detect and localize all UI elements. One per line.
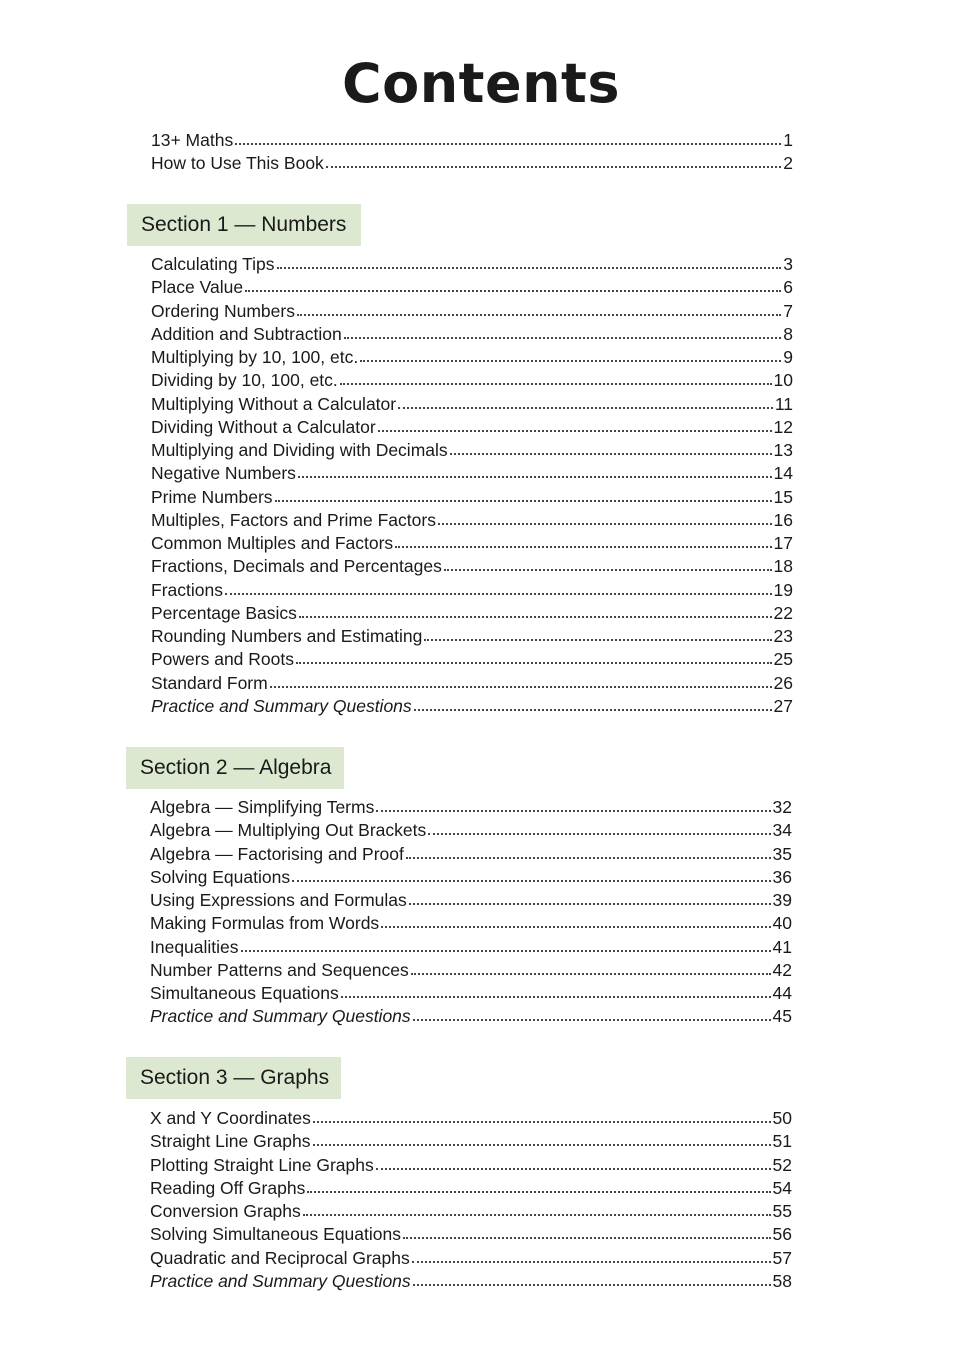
entry-title: Quadratic and Reciprocal Graphs (150, 1247, 410, 1268)
page-number: 8 (783, 323, 793, 344)
dot-leader (340, 382, 772, 385)
entry-title: Prime Numbers (151, 486, 273, 507)
entry-title: Solving Simultaneous Equations (150, 1224, 401, 1245)
toc-entry[interactable] (150, 1177, 792, 1200)
toc-entry[interactable] (150, 1270, 792, 1293)
toc-entry[interactable] (150, 982, 792, 1005)
page-number: 26 (773, 672, 793, 693)
dot-leader (428, 832, 770, 835)
dot-leader (409, 902, 771, 905)
page-number: 34 (772, 820, 792, 841)
dot-leader (411, 972, 771, 975)
page-number: 9 (783, 347, 793, 367)
page-number: 16 (773, 509, 793, 530)
entry-title: Ordering Numbers (151, 300, 295, 321)
page-number: 27 (773, 695, 793, 716)
entry-title: Fractions (151, 579, 223, 600)
toc-entry[interactable] (151, 393, 793, 416)
entry-title: Practice and Summary Questions (150, 1270, 411, 1291)
page-number: 7 (783, 300, 793, 321)
entry-title: Inequalities (150, 936, 239, 957)
dot-leader (298, 475, 772, 478)
entry-title: Fractions, Decimals and Percentages (151, 556, 442, 577)
dot-leader (296, 661, 772, 664)
toc-entry[interactable] (151, 695, 793, 718)
page-number: 40 (772, 913, 792, 934)
dot-leader (326, 165, 781, 168)
page-number: 44 (772, 983, 792, 1003)
dot-leader (344, 336, 782, 339)
toc-entry[interactable] (150, 1223, 792, 1246)
toc-entry[interactable] (151, 129, 793, 152)
toc-entry[interactable] (150, 866, 792, 889)
section-2-list (150, 796, 792, 1029)
toc-entry[interactable] (151, 648, 793, 671)
entry-title: Practice and Summary Questions (151, 695, 412, 716)
page-number: 56 (772, 1224, 792, 1245)
page-title: Contents (341, 52, 620, 115)
dot-leader (376, 1167, 771, 1170)
entry-title: How to Use This Book (151, 153, 324, 174)
section-heading-2: Section 2 — Algebra (126, 747, 344, 789)
toc-entry[interactable] (150, 843, 792, 866)
page-number: 14 (773, 463, 793, 484)
page-number: 1 (783, 130, 793, 150)
page-number: 3 (783, 254, 793, 274)
toc-entry[interactable] (150, 936, 792, 959)
page-number: 50 (772, 1108, 792, 1128)
entry-title: Making Formulas from Words (150, 913, 380, 934)
toc-entry[interactable] (151, 602, 793, 625)
entry-title: Conversion Graphs (150, 1201, 301, 1221)
toc-entry[interactable] (150, 1005, 792, 1028)
entry-title: Number Patterns and Sequences (150, 959, 409, 980)
section-1-list (151, 253, 793, 718)
toc-entry[interactable] (151, 253, 793, 276)
entry-title: Plotting Straight Line Graphs (150, 1154, 374, 1175)
toc-entry[interactable] (150, 1130, 792, 1153)
entry-title: Algebra — Multiplying Out Brackets (150, 820, 427, 841)
page-number: 25 (773, 649, 793, 670)
toc-entry[interactable] (151, 509, 793, 532)
dot-leader (360, 359, 781, 362)
toc-entry[interactable] (151, 532, 793, 555)
dot-leader (307, 1190, 770, 1193)
dot-leader (414, 708, 772, 711)
page-number: 11 (774, 393, 793, 414)
page-number: 12 (773, 416, 793, 437)
entry-title: X and Y Coordinates (150, 1108, 311, 1128)
toc-entry[interactable] (151, 300, 793, 323)
dot-leader (270, 685, 772, 688)
dot-leader (341, 995, 771, 998)
dot-leader (381, 925, 770, 928)
entry-title: Practice and Summary Questions (150, 1006, 411, 1027)
entry-title: Multiplying Without a Calculator (151, 393, 397, 414)
dot-leader (277, 266, 782, 269)
page-number: 45 (772, 1006, 792, 1027)
page-number: 13 (773, 440, 793, 460)
page-number: 10 (773, 370, 793, 391)
toc-entry[interactable] (151, 672, 793, 695)
page-number: 55 (772, 1201, 792, 1221)
toc-entry[interactable] (150, 819, 792, 842)
dot-leader (297, 313, 781, 316)
dot-leader (412, 1260, 771, 1263)
dot-leader (313, 1120, 771, 1123)
page-number: 2 (783, 153, 793, 174)
section-3-list (150, 1107, 792, 1293)
dot-leader (378, 429, 772, 432)
toc-entry[interactable] (150, 959, 792, 982)
toc-entry[interactable] (151, 152, 793, 175)
toc-entry[interactable] (150, 1154, 792, 1177)
section-heading-1: Section 1 — Numbers (127, 204, 361, 246)
entry-title: Powers and Roots (151, 649, 294, 670)
dot-leader (413, 1283, 771, 1286)
toc-entry[interactable] (150, 796, 792, 819)
page-number: 42 (772, 959, 792, 980)
entry-title: Standard Form (151, 672, 268, 693)
toc-entry[interactable] (151, 276, 793, 299)
entry-title: Straight Line Graphs (150, 1131, 311, 1152)
toc-entry[interactable] (150, 1200, 792, 1223)
entry-title: Multiplying and Dividing with Decimals (151, 440, 448, 460)
entry-title: Multiples, Factors and Prime Factors (151, 509, 436, 530)
entry-title: Common Multiples and Factors (151, 533, 394, 553)
dot-leader (438, 522, 772, 525)
toc-entry[interactable] (150, 1247, 792, 1270)
dot-leader (413, 1018, 771, 1021)
dot-leader (403, 1236, 771, 1239)
toc-entry[interactable] (151, 323, 793, 346)
toc-entry[interactable] (151, 416, 793, 439)
entry-title: Solving Equations (150, 866, 291, 887)
page-number: 22 (773, 602, 793, 623)
dot-leader (424, 638, 771, 641)
page-number: 17 (773, 533, 793, 553)
entry-title: Reading Off Graphs (150, 1177, 306, 1198)
dot-leader (235, 142, 781, 145)
page-number: 41 (772, 936, 792, 957)
page-number: 57 (772, 1247, 792, 1268)
entry-title: Multiplying by 10, 100, etc. (151, 347, 359, 367)
page-number: 35 (772, 843, 792, 864)
page-number: 6 (783, 277, 793, 298)
toc-entry[interactable] (151, 579, 793, 602)
toc-entry[interactable] (151, 486, 793, 509)
page-number: 52 (772, 1154, 792, 1175)
entry-title: Dividing by 10, 100, etc. (151, 370, 338, 391)
page-number: 54 (772, 1177, 792, 1198)
dot-leader (398, 406, 773, 409)
entry-title: Addition and Subtraction (151, 323, 342, 344)
entry-title: Dividing Without a Calculator (151, 416, 376, 437)
toc-entry[interactable] (150, 889, 792, 912)
page-number: 32 (772, 797, 792, 817)
page-number: 58 (772, 1270, 792, 1291)
entry-title: 13+ Maths (151, 130, 234, 150)
dot-leader (313, 1143, 771, 1146)
entry-title: Place Value (151, 277, 244, 298)
page-number: 18 (773, 556, 793, 577)
dot-leader (299, 615, 772, 618)
intro-list (151, 129, 793, 176)
page-number: 15 (773, 486, 793, 507)
toc-entry[interactable] (150, 912, 792, 935)
toc-entry[interactable] (151, 369, 793, 392)
dot-leader (303, 1213, 771, 1216)
toc-entry[interactable] (151, 625, 793, 648)
page-number: 23 (773, 626, 793, 646)
entry-title: Algebra — Simplifying Terms (150, 797, 375, 817)
dot-leader (376, 809, 770, 812)
toc-entry[interactable] (151, 346, 793, 369)
page-number: 19 (773, 579, 793, 600)
entry-title: Using Expressions and Formulas (150, 890, 407, 910)
dot-leader (241, 949, 771, 952)
dot-leader (450, 452, 772, 455)
entry-title: Rounding Numbers and Estimating (151, 626, 423, 646)
entry-title: Negative Numbers (151, 463, 296, 484)
entry-title: Percentage Basics (151, 602, 297, 623)
dot-leader (444, 568, 772, 571)
page-number: 39 (772, 890, 792, 910)
entry-title: Simultaneous Equations (150, 983, 339, 1003)
dot-leader (245, 289, 781, 292)
page-number: 51 (772, 1131, 792, 1152)
toc-entry[interactable] (150, 1107, 792, 1130)
dot-leader (292, 879, 770, 882)
entry-title: Algebra — Factorising and Proof (150, 843, 404, 864)
section-heading-3: Section 3 — Graphs (126, 1057, 341, 1099)
page-number: 36 (772, 866, 792, 887)
dot-leader (275, 499, 772, 502)
dot-leader (406, 856, 771, 859)
dot-leader (225, 592, 772, 595)
toc-entry[interactable] (151, 439, 793, 462)
toc-entry[interactable] (151, 555, 793, 578)
entry-title: Calculating Tips (151, 254, 275, 274)
dot-leader (395, 545, 771, 548)
toc-entry[interactable] (151, 462, 793, 485)
